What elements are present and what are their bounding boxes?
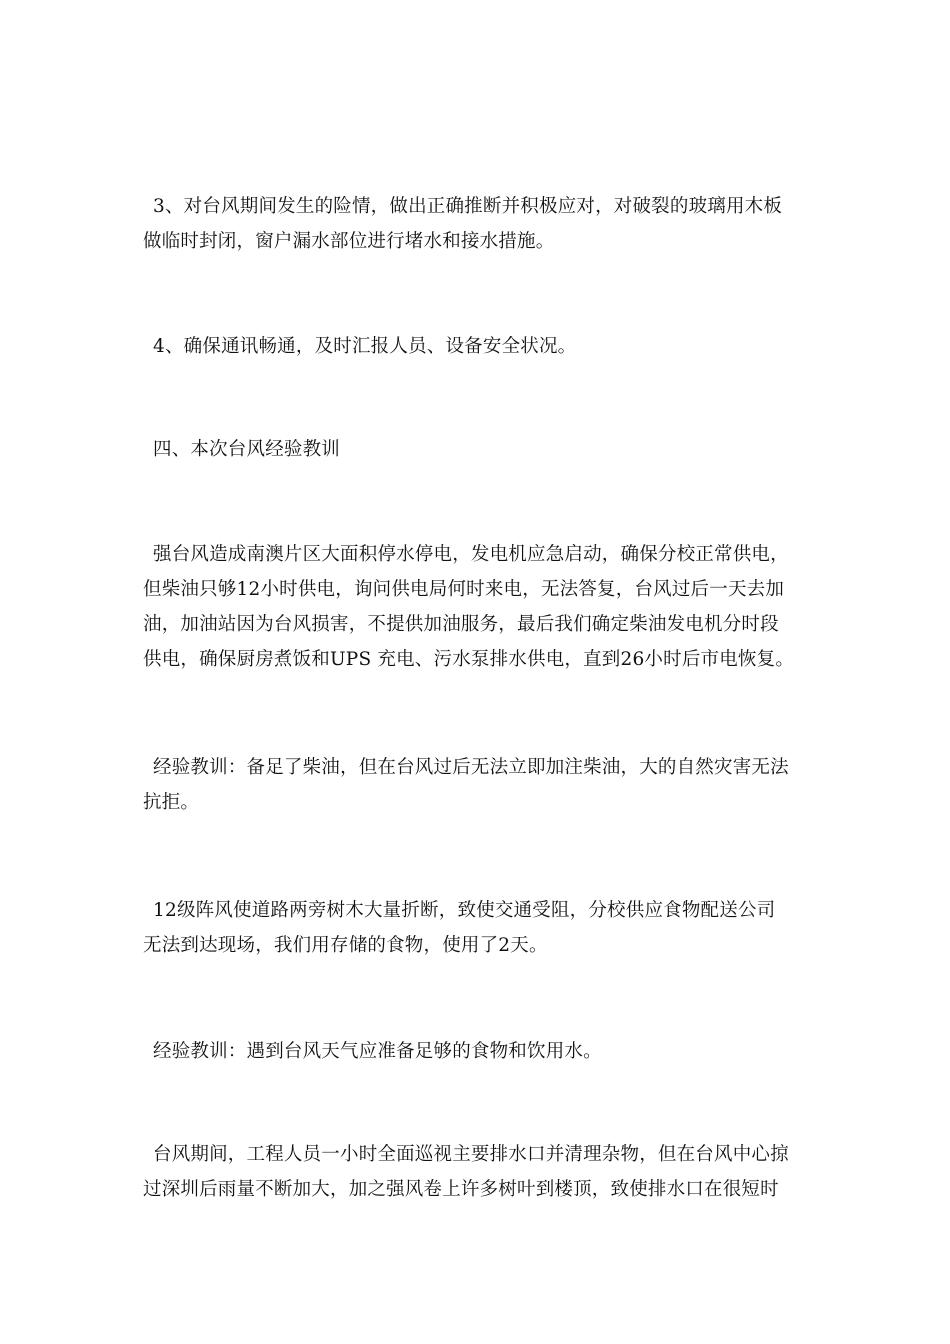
text-line: 做临时封闭，窗户漏水部位进行堵水和接水措施。 [143,231,555,252]
paragraph-lesson-2 [143,1034,823,1069]
text-line: 油，加油站因为台风损害，不提供加油服务，最后我们确定柴油发电机分时段 [143,614,779,635]
paragraph-item-3 [143,189,823,259]
text-line: 抗拒。 [143,792,200,813]
text-line: 过深圳后雨量不断加大，加之强风卷上许多树叶到楼顶，致使排水口在很短时 [143,1179,779,1200]
paragraph-item-4 [143,329,823,364]
text-line: 3、对台风期间发生的险情，做出正确推断并积极应对，对破裂的玻璃用木板 [153,196,783,217]
paragraph-power-outage [143,537,823,677]
paragraph-fallen-trees [143,893,823,963]
paragraph-lesson-1 [143,750,823,820]
text-line: 经验教训：备足了柴油，但在台风过后无法立即加注柴油，大的自然灾害无法 [153,757,789,778]
text-line: 无法到达现场，我们用存储的食物，使用了2天。 [143,935,548,956]
section-heading [143,432,823,467]
text-line: 但柴油只够12小时供电，询问供电局何时来电，无法答复，台风过后一天去加 [143,579,785,600]
text-line: 强台风造成南澳片区大面积停水停电，发电机应急启动，确保分校正常供电， [153,544,789,565]
text-line: 供电，确保厨房煮饭和UPS 充电、污水泵排水供电，直到26小时后市电恢复。 [143,649,795,670]
text-line: 经验教训：遇到台风天气应准备足够的食物和饮用水。 [153,1041,602,1062]
paragraph-drainage [143,1137,823,1207]
text-line: 4、确保通讯畅通，及时汇报人员、设备安全状况。 [153,336,577,357]
section-heading-text: 四、本次台风经验教训 [153,439,341,460]
text-line: 台风期间，工程人员一小时全面巡视主要排水口并清理杂物，但在台风中心掠 [153,1144,789,1165]
text-line: 12级阵风使道路两旁树木大量折断，致使交通受阻，分校供应食物配送公司 [153,900,776,921]
